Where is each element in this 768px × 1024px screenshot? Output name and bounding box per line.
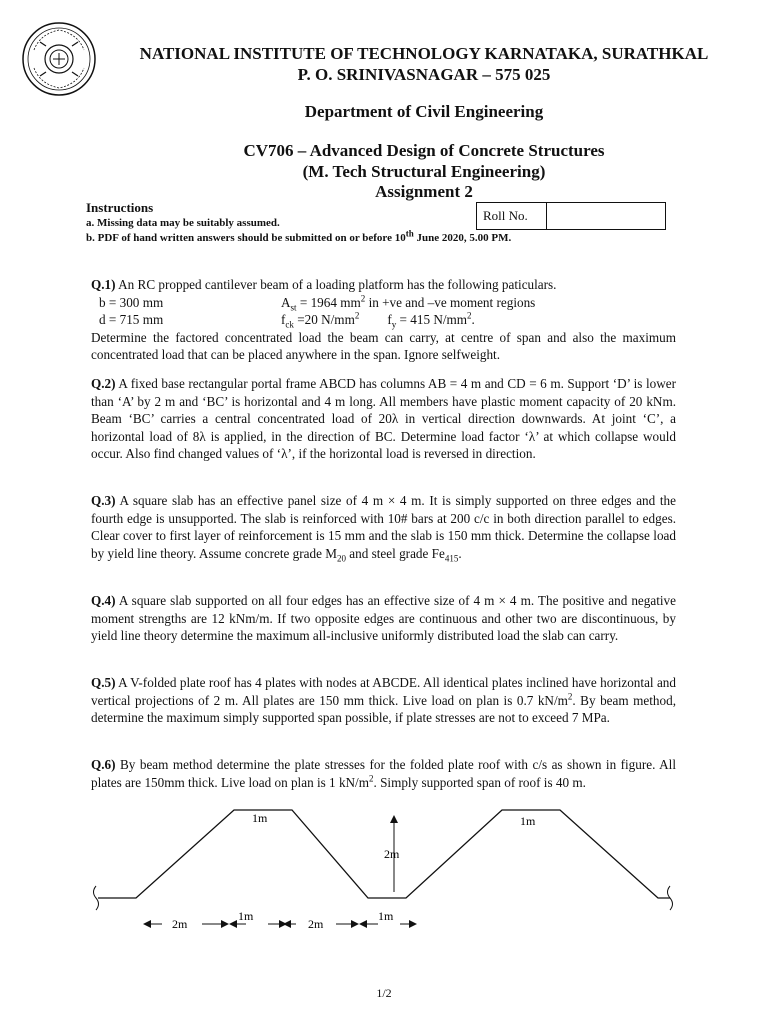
- left-break-mark: [94, 886, 99, 910]
- institute-address: P. O. SRINIVASNAGAR – 575 025: [297, 65, 551, 84]
- label-dim-2m-b: 2m: [308, 917, 324, 931]
- label-dim-1m-b: 1m: [378, 909, 394, 923]
- institute-name: NATIONAL INSTITUTE OF TECHNOLOGY KARNATAKA, SURATHKAL: [139, 44, 709, 63]
- question-4: Q.4) A square slab supported on all four edges has an effective size of 4 m × 4 m. The positive and negative moment strengths are 12 kNm/m. If two opposite edges are continuous and other two are discontinuous, by yield line theory determine the maximum all-inclusive uniformly distributed load the slab can carry.: [91, 593, 676, 643]
- question-1: Q.1) An RC propped cantilever beam of a loading platform has the following paticulars. b = 300 mm $A_{st} = 1964$ $mm^2$ in +ve and –ve moment regions d = 715 mm $f_{ck} =20$ $N/mm^2$ $f_y = 415$ $N/mm^2$. Determine the factored concentrated load the beam can carry, at centre of span and also the maximum concentrated load that can be placed anywhere in the span. Ignore selfweight.: [91, 277, 676, 362]
- department-title: Department of Civil Engineering: [304, 102, 544, 121]
- label-height-2m: 2m: [384, 847, 400, 861]
- label-top-left-1m: 1m: [252, 811, 268, 825]
- label-dim-1m-a: 1m: [238, 909, 254, 923]
- instructions-heading: Instructions: [86, 200, 154, 215]
- roll-number-box: [476, 202, 666, 230]
- instruction-b: b. PDF of hand written answers should be submitted on or before 10th June 2020, 5.00 PM.: [86, 228, 512, 244]
- question-number: Q.1): [91, 277, 116, 292]
- course-title: CV706 – Advanced Design of Concrete Structures: [243, 141, 605, 160]
- label-top-right-1m: 1m: [520, 814, 536, 828]
- page-number: 1/2: [376, 986, 392, 1000]
- question-3: Q.3) A square slab has an effective panel size of 4 m × 4 m. It is simply supported on three edges and the fourth edge is unsupported. The slab is reinforced with 10# bars at 200 c/c in both direction parallel to edges. Clear cover to first layer of reinforcement is 15 mm and the slab is 150 mm thick. Determine the collapse load by yield line theory. Assume concrete grade $M_{20}$ and steel grade $Fe_{415}$.: [91, 493, 676, 564]
- question-2: Q.2) A fixed base rectangular portal frame ABCD has columns AB = 4 m and CD = 6 m. Support ‘D’ is lower than ‘A’ by 2 m and ‘BC’ is horizontal and 4 m long. All members have plastic moment capacity of 20 kNm. Beam ‘BC’ carries a central concentrated load of 20λ in vertical direction downwards. At joint ‘C’, a horizontal load of 8λ is applied, in the direction of BC. Determine load factor ‘λ’ at which collapse would occur. Also find changed values of ‘λ’, if the horizontal load is reversed in direction.: [91, 376, 676, 461]
- roll-number-field[interactable]: [547, 203, 665, 229]
- roll-number-label: Roll No.: [477, 203, 547, 229]
- label-dim-2m-a: 2m: [172, 917, 188, 931]
- question-number: Q.3): [91, 493, 116, 508]
- question-6: Q.6) By beam method determine the plate stresses for the folded plate roof with c/s as shown in figure. All plates are 150mm thick. Live load on plan is 1 $kN/m^2$. Simply supported span of roof is 40 m.: [91, 757, 676, 790]
- programme-title: (M. Tech Structural Engineering): [302, 162, 546, 181]
- folded-plate-cross-section-figure: [88, 800, 688, 940]
- question-number: Q.4): [91, 593, 116, 608]
- instruction-a: a. Missing data may be suitably assumed.: [86, 217, 280, 229]
- question-5: Q.5) A V-folded plate roof has 4 plates with nodes at ABCDE. All identical plates inclined have horizontal and vertical projections of 2 m. All plates are 150 mm thick. Live load on plan is 0.7 $kN/m^2$. By beam method, determine the maximum simply supported span possible, if plate stresses are not to exceed 7 MPa.: [91, 675, 676, 725]
- question-number: Q.6): [91, 757, 116, 772]
- question-number: Q.2): [91, 376, 116, 391]
- question-number: Q.5): [91, 675, 116, 690]
- assignment-title: Assignment 2: [375, 182, 473, 201]
